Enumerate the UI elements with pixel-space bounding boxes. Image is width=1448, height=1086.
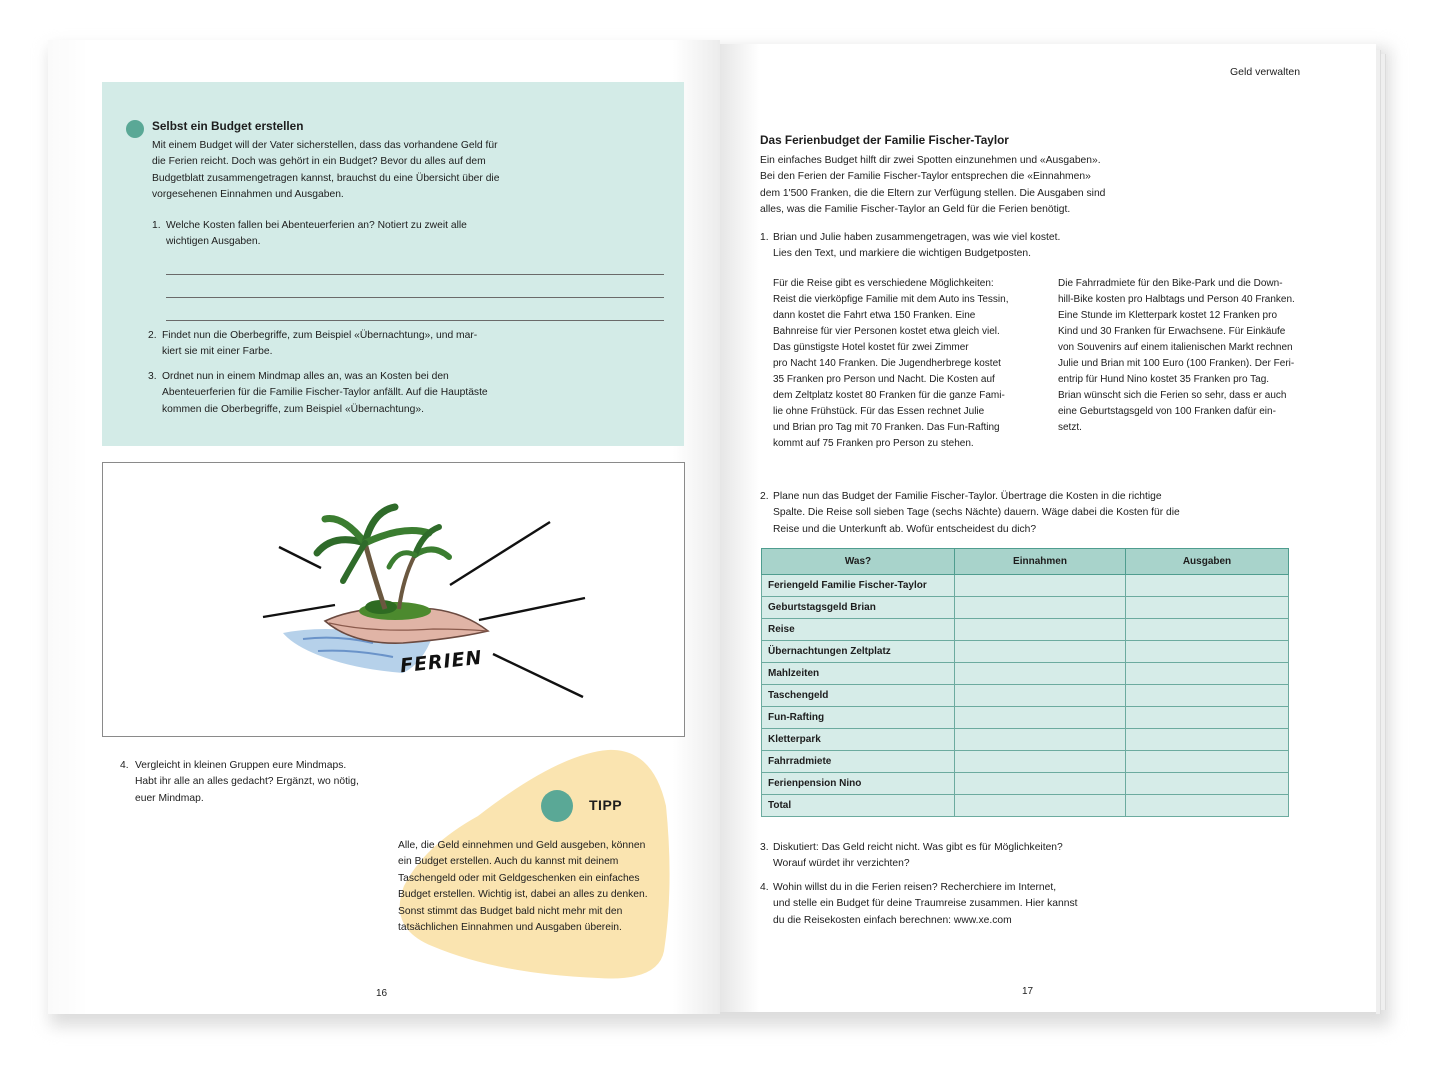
einnahmen-cell[interactable] bbox=[955, 685, 1126, 707]
table-header-row bbox=[762, 549, 1289, 575]
tipp-dot-icon bbox=[541, 790, 573, 822]
task-number: 4. bbox=[760, 882, 769, 893]
task-3-text: Ordnet nun in einem Mindmap alles an, was an Kosten bei den Abenteuerferien für die Familie Fischer-Taylor anfällt. Auf die Hauptäste kommen die Oberbegriffe, zum Beispiel «Übernachtung». bbox=[162, 371, 488, 415]
writing-line[interactable] bbox=[166, 297, 664, 298]
table-header-was: Was? bbox=[762, 549, 955, 575]
ausgaben-cell[interactable] bbox=[1126, 663, 1289, 685]
writing-line[interactable] bbox=[166, 320, 664, 321]
page-edge bbox=[1381, 54, 1386, 1010]
task-2-text: Findet nun die Oberbegriffe, zum Beispiel «Übernachtung», und mar- kiert sie mit einer Farbe. bbox=[162, 330, 478, 358]
task-number: 2. bbox=[760, 491, 769, 502]
row-label: Ferienpension Nino bbox=[762, 773, 955, 795]
right-page bbox=[720, 44, 1376, 1012]
table-row bbox=[762, 751, 1289, 773]
page-number: 17 bbox=[1022, 986, 1034, 997]
page-number: 16 bbox=[376, 988, 388, 999]
section-intro: Ein einfaches Budget hilft dir zwei Spotten einzunehmen und «Ausgaben». Bei den Ferien der Familie Fischer-Taylor entsprechen die «Einnahmen» dem 1'500 Franken, die die Eltern zur Verfügung stellen. Die Ausgaben sind alles, was die Familie Fischer-Taylor an Geld für die Ferien benötigt. bbox=[760, 155, 1106, 216]
ausgaben-cell[interactable] bbox=[1126, 729, 1289, 751]
row-label: Fun-Rafting bbox=[762, 707, 955, 729]
einnahmen-cell[interactable] bbox=[955, 729, 1126, 751]
tipp-text: Alle, die Geld einnehmen und Geld ausgeben, können ein Budget erstellen. Auch du kannst mit deinem Taschengeld oder mit Geldgeschenken ein einfaches Budget erstellen. Wichtig ist, dabei an alles zu denken. Sonst stimmt das Budget bald nicht mehr mit den tatsächlichen Einnahmen und Ausgaben überein. bbox=[398, 840, 648, 934]
running-header: Geld verwalten bbox=[1230, 66, 1301, 78]
ausgaben-cell[interactable] bbox=[1126, 685, 1289, 707]
einnahmen-cell[interactable] bbox=[955, 663, 1126, 685]
table-row bbox=[762, 641, 1289, 663]
row-label: Feriengeld Familie Fischer-Taylor bbox=[762, 575, 955, 597]
ausgaben-cell[interactable] bbox=[1126, 751, 1289, 773]
right-task-1-text: Brian und Julie haben zusammengetragen, was wie viel kostet. Lies den Text, und markiere die wichtigen Budgetposten. bbox=[773, 232, 1061, 260]
einnahmen-cell[interactable] bbox=[955, 641, 1126, 663]
task-1-text: Welche Kosten fallen bei Abenteuerferien an? Notiert zu zweit alle wichtigen Ausgaben. bbox=[166, 220, 467, 248]
table-row bbox=[762, 597, 1289, 619]
table-row bbox=[762, 773, 1289, 795]
einnahmen-cell[interactable] bbox=[955, 707, 1126, 729]
table-row bbox=[762, 619, 1289, 641]
task-number: 3. bbox=[148, 371, 157, 382]
ausgaben-cell[interactable] bbox=[1126, 707, 1289, 729]
table-row bbox=[762, 685, 1289, 707]
budget-box-title: Selbst ein Budget erstellen bbox=[152, 119, 304, 133]
table-header-einnahmen: Einnahmen bbox=[955, 549, 1126, 575]
table-row bbox=[762, 795, 1289, 817]
teal-dot-icon bbox=[126, 120, 144, 138]
row-label: Taschengeld bbox=[762, 685, 955, 707]
right-task-3-text: Diskutiert: Das Geld reicht nicht. Was gibt es für Möglichkeiten? Worauf würdet ihr verzichten? bbox=[773, 842, 1063, 870]
einnahmen-cell[interactable] bbox=[955, 597, 1126, 619]
table-row bbox=[762, 729, 1289, 751]
row-label: Mahlzeiten bbox=[762, 663, 955, 685]
ausgaben-cell[interactable] bbox=[1126, 619, 1289, 641]
mindmap-frame bbox=[102, 462, 685, 737]
budget-task-box bbox=[102, 82, 684, 446]
row-label: Kletterpark bbox=[762, 729, 955, 751]
einnahmen-cell[interactable] bbox=[955, 619, 1126, 641]
tipp-title: TIPP bbox=[589, 797, 623, 813]
row-label: Total bbox=[762, 795, 955, 817]
row-label: Fahrradmiete bbox=[762, 751, 955, 773]
ausgaben-cell[interactable] bbox=[1126, 641, 1289, 663]
table-row bbox=[762, 663, 1289, 685]
cost-text-right-column: Die Fahrradmiete für den Bike-Park und die Down- hill-Bike kosten pro Halbtags und Person 40 Franken. Eine Stunde im Kletterpark kostet 12 Franken pro Kind und 30 Franken für Erwachsene. Für Einkäufe von Souvenirs auf einem italienischen Markt rechnen Julie und Brian mit 100 Euro (100 Franken). Der Feri- entrip für Hund Nino kostet 35 Franken pro Tag. Brian wünscht sich die Ferien so sehr, dass er auch eine Geburtstagsgeld von 100 Franken dafür ein- setzt. bbox=[1058, 278, 1295, 433]
task-number: 4. bbox=[120, 760, 129, 771]
row-label: Übernachtungen Zeltplatz bbox=[762, 641, 955, 663]
row-label: Reise bbox=[762, 619, 955, 641]
task-number: 2. bbox=[148, 330, 157, 341]
right-task-4-text: Wohin willst du in die Ferien reisen? Recherchiere im Internet, und stelle ein Budget für deine Traumreise zusammen. Hier kannst du die Reisekosten einfach berechnen: www.xe.com bbox=[773, 882, 1078, 926]
ausgaben-cell[interactable] bbox=[1126, 575, 1289, 597]
task-number: 3. bbox=[760, 842, 769, 853]
ausgaben-cell[interactable] bbox=[1126, 795, 1289, 817]
right-task-2-text: Plane nun das Budget der Familie Fischer-Taylor. Übertrage die Kosten in die richtige Spalte. Die Reise soll sieben Tage (sechs Nächte) dauern. Wäge dabei die Kosten für die Reise und die Unterkunft ab. Wofür entscheidest du dich? bbox=[773, 491, 1180, 535]
ausgaben-cell[interactable] bbox=[1126, 597, 1289, 619]
row-label: Geburtstagsgeld Brian bbox=[762, 597, 955, 619]
section-title: Das Ferienbudget der Familie Fischer-Taylor bbox=[760, 133, 1009, 147]
task-number: 1. bbox=[152, 220, 161, 231]
table-row bbox=[762, 707, 1289, 729]
left-task-4-text: Vergleicht in kleinen Gruppen eure Mindmaps. Habt ihr alle an alles gedacht? Ergänzt, wo nötig, euer Mindmap. bbox=[135, 760, 359, 804]
einnahmen-cell[interactable] bbox=[955, 751, 1126, 773]
einnahmen-cell[interactable] bbox=[955, 795, 1126, 817]
table-header-ausgaben: Ausgaben bbox=[1126, 549, 1289, 575]
task-number: 1. bbox=[760, 232, 769, 243]
mindmap-center-label: FERIEN bbox=[399, 646, 484, 678]
budget-table bbox=[761, 548, 1289, 817]
einnahmen-cell[interactable] bbox=[955, 773, 1126, 795]
table-row bbox=[762, 575, 1289, 597]
left-page bbox=[48, 40, 720, 1014]
cost-text-left-column: Für die Reise gibt es verschiedene Möglichkeiten: Reist die vierköpfige Familie mit dem Auto ins Tessin, dann kostet die Fahrt etwa 150 Franken. Eine Bahnreise für vier Personen kostet etwa gleich viel. Das günstigste Hotel kostet für zwei Zimmer pro Nacht 140 Franken. Die Jugendherbrege kostet 35 Franken pro Person und Nacht. Die Kosten auf dem Zeltplatz kostet 80 Franken für die ganze Fami- lie ohne Frühstück. Für das Essen rechnet Julie und Brian pro Tag mit 70 Franken. Das Fun-Rafting kommt auf 75 Franken pro Person zu stehen. bbox=[773, 278, 1009, 449]
writing-line[interactable] bbox=[166, 274, 664, 275]
budget-box-intro: Mit einem Budget will der Vater sicherstellen, dass das vorhandene Geld für die Ferien reicht. Doch was gehört in ein Budget? Bevor du alles auf dem Budgetblatt zusammengetragen kannst, brauchst du eine Übersicht über die vorgesehenen Einnahmen und Ausgaben. bbox=[152, 140, 500, 201]
island-illustration bbox=[103, 463, 684, 736]
einnahmen-cell[interactable] bbox=[955, 575, 1126, 597]
ausgaben-cell[interactable] bbox=[1126, 773, 1289, 795]
